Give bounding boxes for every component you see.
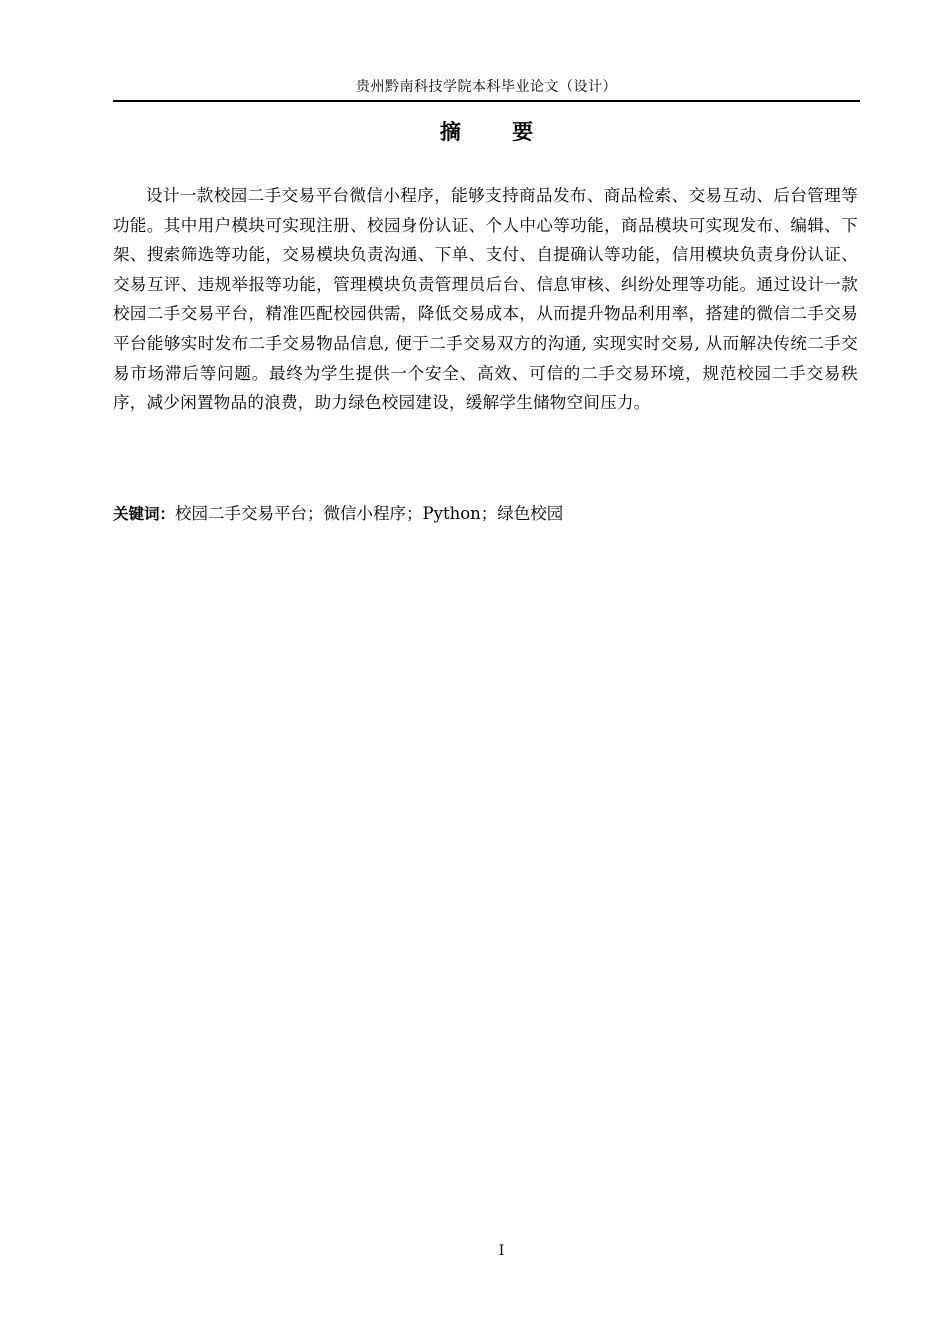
keywords-value: 校园二手交易平台；微信小程序；Python；绿色校园 (175, 504, 564, 523)
abstract-title: 摘 要 (439, 120, 556, 144)
header-divider (113, 100, 860, 102)
keywords-label: 关键词： (113, 505, 176, 523)
page-number: I (498, 1243, 505, 1259)
abstract-paragraph: 设计一款校园二手交易平台微信小程序，能够支持商品发布、商品检索、交易互动、后台管理等功能。其中用户模块可实现注册、校园身份认证、个人中心等功能，商品模块可实现发布、编辑、下架、搜索筛选等功能，交易模块负责沟通、下单、支付、自提确认等功能，信用模块负责身份认证、交易互评、违规举报等功能，管理模块负责管理员后台、信息审核、纠纷处理等功能。通过设计一款校园二手交易平台，精准匹配校园供需，降低交易成本，从而提升物品利用率，搭建的微信二手交易平台能够实时发布二手交易物品信息, 便于二手交易双方的沟通, 实现实时交易, 从而解决传统二手交易市场滞后等问题。最终为学生提供一个安全、高效、可信的二手交易环境，规范校园二手交易秩序，减少闲置物品的浪费，助力绿色校园建设，缓解学生储物空间压力。 (113, 186, 858, 413)
keywords-line (113, 500, 858, 528)
running-header: 贵州黔南科技学院本科毕业论文（设计） (356, 79, 617, 95)
